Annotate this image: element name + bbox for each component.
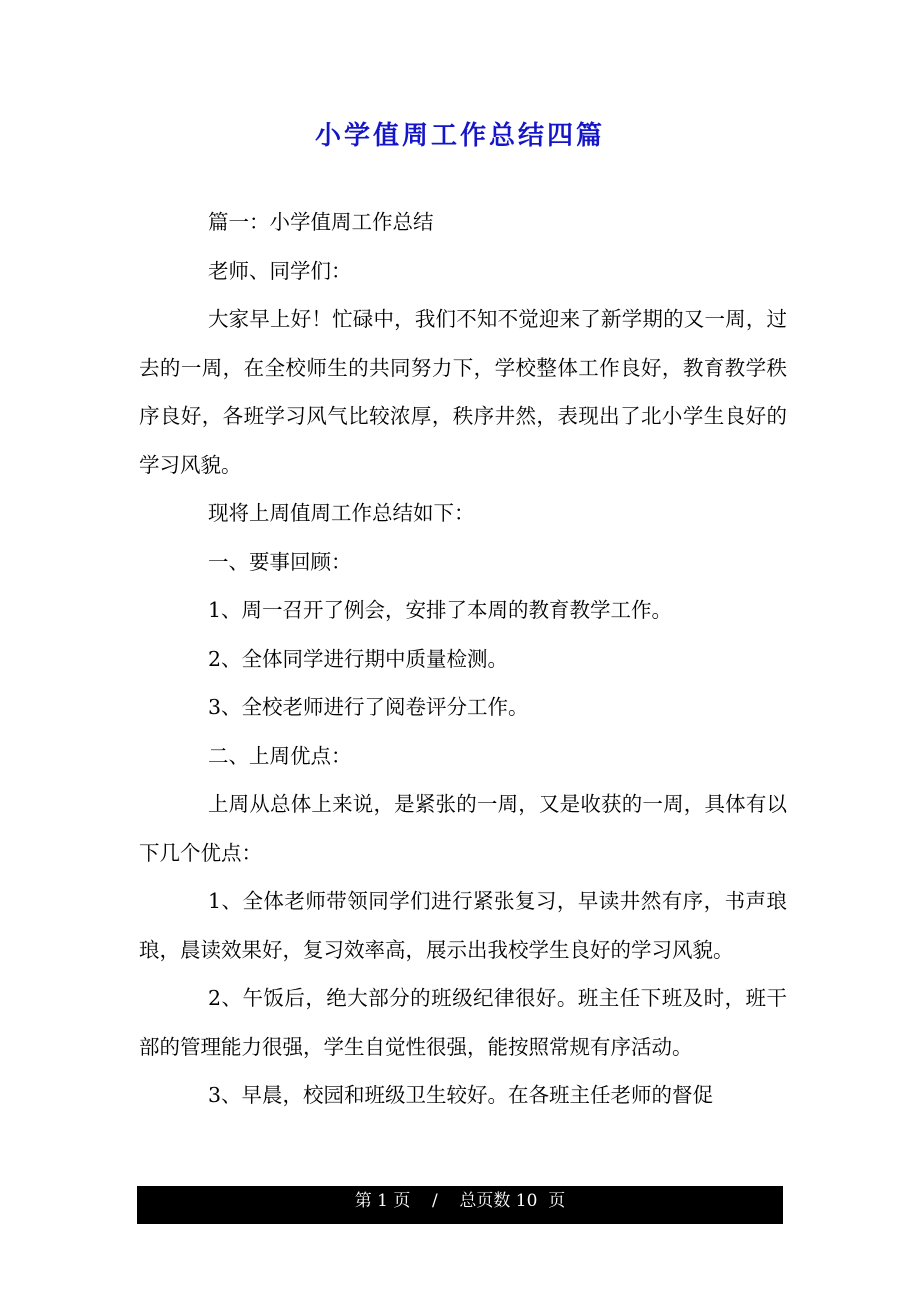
paragraph-heading-strengths: 二、上周优点：: [208, 743, 352, 768]
paragraph-strength-3: 3、早晨，校园和班级卫生较好。在各班主任老师的督促: [208, 1083, 714, 1107]
paragraph-salutation: 老师、同学们：: [208, 258, 352, 283]
footer-separator: /: [432, 1191, 438, 1211]
document-title: 小学值周工作总结四篇: [314, 121, 605, 151]
paragraph-review-item-2: 2、全体同学进行期中质量检测。: [208, 646, 509, 671]
footer-total-label: 总页数: [459, 1191, 511, 1211]
footer-page-number: 1: [377, 1191, 388, 1211]
footer-page-unit: 页: [393, 1191, 411, 1211]
paragraph-section-heading: 篇一：小学值周工作总结: [208, 210, 434, 234]
footer-total-unit: 页: [548, 1191, 566, 1211]
paragraph-review-item-1: 1、周一召开了例会，安排了本周的教育教学工作。: [208, 598, 673, 622]
paragraph-heading-review: 一、要事回顾：: [208, 549, 352, 574]
paragraph-strength-2: 2、午饭后，绝大部分的班级纪律很好。班主任下班及时，班干部的管理能力很强，学生自觉性很强，能按照常规有序活动。: [139, 986, 787, 1059]
footer-total-pages: 10: [515, 1191, 538, 1211]
paragraph-review-item-3: 3、全校老师进行了阅卷评分工作。: [208, 695, 529, 719]
document-body: [139, 198, 787, 1120]
paragraph-greeting: 大家早上好！忙碌中，我们不知不觉迎来了新学期的又一周，过去的一周，在全校师生的共同努力下，学校整体工作良好，教育教学秩序良好，各班学习风气比较浓厚，秩序井然，表现出了北小学生良好的学习风貌。: [139, 307, 787, 477]
footer-page-prefix: 第: [354, 1191, 372, 1211]
paragraph-strengths-intro: 上周从总体上来说，是紧张的一周，又是收获的一周，具体有以下几个优点：: [139, 792, 787, 865]
page-footer: [137, 1186, 783, 1224]
paragraph-summary-intro: 现将上周值周工作总结如下：: [208, 501, 475, 525]
paragraph-strength-1: 1、全体老师带领同学们进行紧张复习，早读井然有序，书声琅琅，晨读效果好，复习效率高，展示出我校学生良好的学习风貌。: [139, 889, 787, 962]
